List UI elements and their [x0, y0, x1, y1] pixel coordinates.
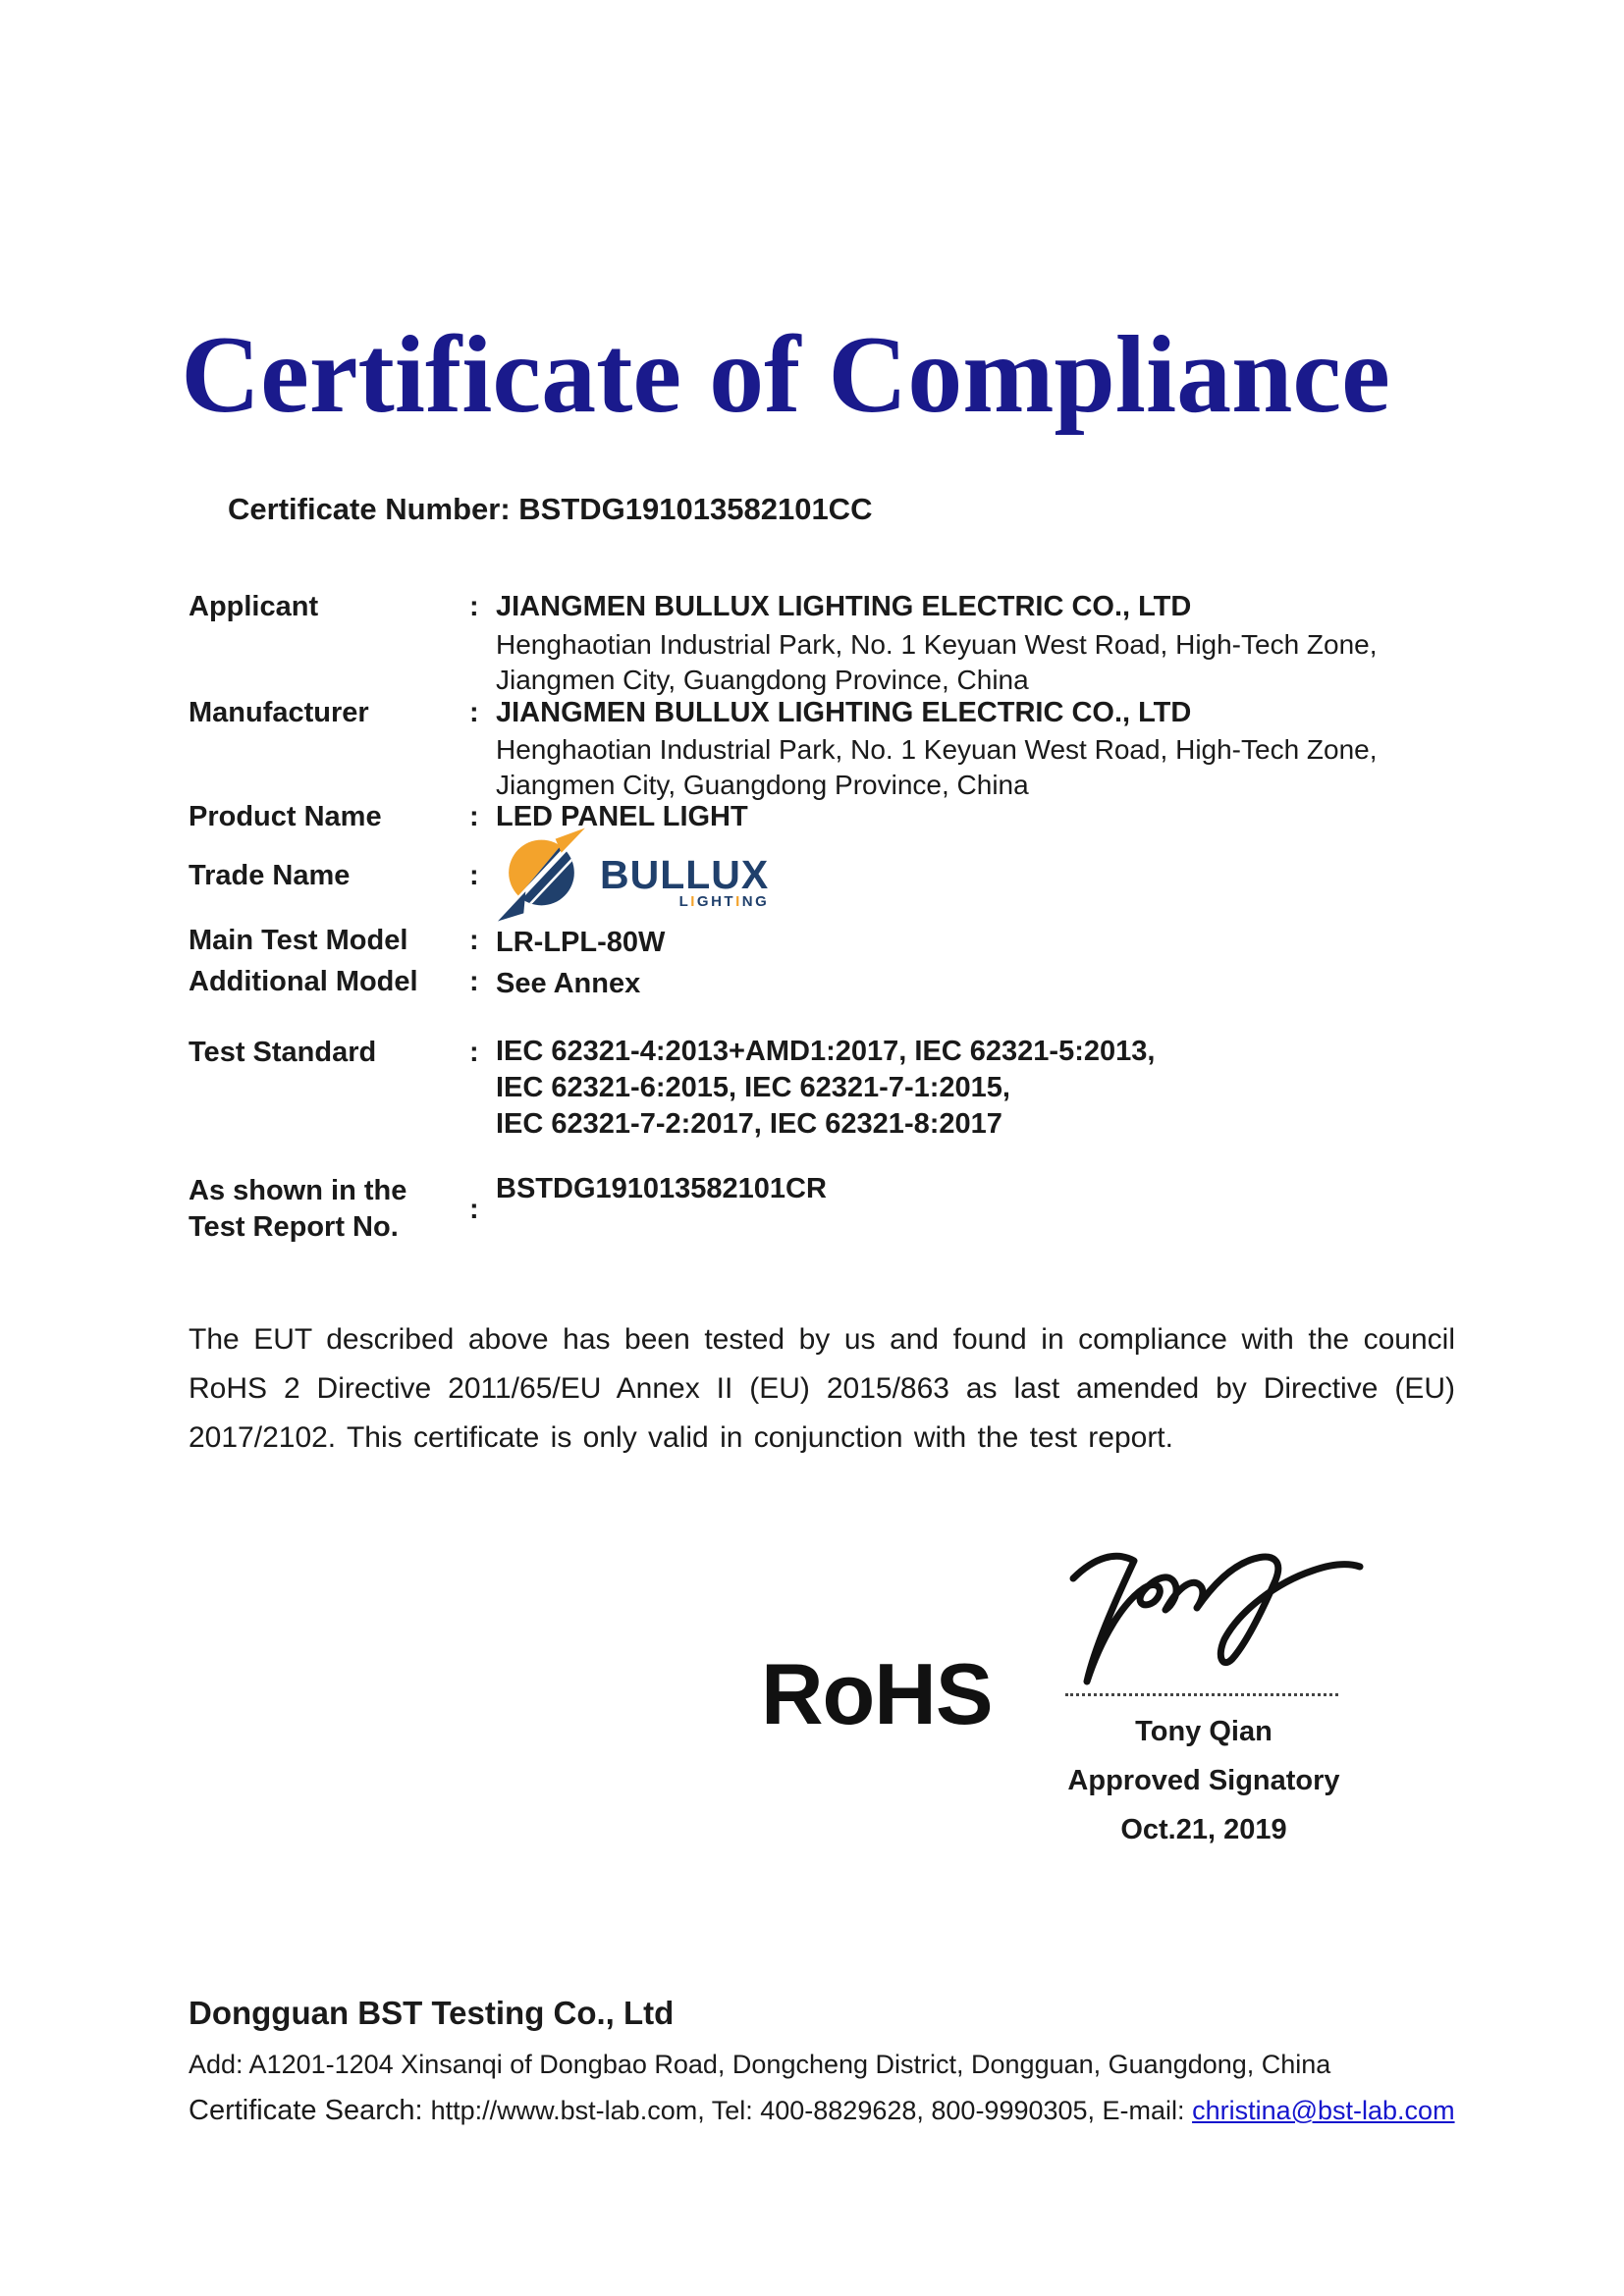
manufacturer-label: Manufacturer: [189, 697, 369, 728]
applicant-address-line1: Henghaotian Industrial Park, No. 1 Keyuan West Road, High-Tech Zone,: [496, 629, 1378, 660]
additional-model-colon: :: [469, 966, 479, 997]
applicant-label: Applicant: [189, 591, 319, 622]
test-standard-value: [496, 1034, 1155, 1143]
contact-email-link[interactable]: christina@bst-lab.com: [1192, 2096, 1455, 2125]
lab-company-name: Dongguan BST Testing Co., Ltd: [189, 1995, 675, 2031]
signature-date: Oct.21, 2019: [1120, 1814, 1287, 1845]
test-report-value: BSTDG191013582101CR: [496, 1173, 827, 1204]
manufacturer-address-line1: Henghaotian Industrial Park, No. 1 Keyuan West Road, High-Tech Zone,: [496, 734, 1378, 765]
main-test-model-label: Main Test Model: [189, 925, 408, 956]
page-title: Certificate of Compliance: [181, 314, 1390, 436]
product-name-colon: :: [469, 801, 479, 832]
certificate-search-body: http://www.bst-lab.com, Tel: 400-8829628, 800-9990305, E-mail:: [430, 2096, 1193, 2125]
brand-name: BULLUX: [600, 852, 770, 897]
trade-name-label: Trade Name: [189, 860, 351, 891]
test-standard-label: Test Standard: [189, 1037, 377, 1068]
compliance-statement: The EUT described above has been tested by us and found in compliance with the council RoHS 2 Directive 2011/65/EU Annex II (EU) 2015/863 as last amended by Directive (EU) 2017/2102. This certificate is only valid in conjunction with the test report.: [189, 1323, 1455, 1454]
bullux-wordmark: [600, 826, 769, 910]
additional-model-value: See Annex: [496, 968, 641, 999]
test-standard-line1: IEC 62321-4:2013+AMD1:2017, IEC 62321-5:2013,: [496, 1036, 1156, 1067]
signature-handwriting: [1065, 1549, 1389, 1691]
brand-subtitle: LIGHTING: [678, 893, 770, 910]
applicant-company: JIANGMEN BULLUX LIGHTING ELECTRIC CO., LTD: [496, 591, 1192, 622]
bullux-emblem-icon: [496, 826, 590, 926]
signatory-block: [1039, 1716, 1369, 1863]
certificate-search-label: Certificate Search:: [189, 2095, 431, 2126]
signature-line: [1065, 1674, 1338, 1696]
applicant-address-line2: Jiangmen City, Guangdong Province, China: [496, 665, 1029, 695]
main-test-model-colon: :: [469, 925, 479, 956]
certificate-number-label: Certificate Number:: [228, 492, 519, 526]
certificate-number-value: BSTDG191013582101CC: [518, 492, 873, 526]
certificate-search-line: [189, 2095, 1455, 2127]
test-standard-line2: IEC 62321-6:2015, IEC 62321-7-1:2015,: [496, 1072, 1010, 1103]
manufacturer-address-line2: Jiangmen City, Guangdong Province, China: [496, 770, 1029, 800]
main-test-model-value: LR-LPL-80W: [496, 927, 666, 958]
product-name-label: Product Name: [189, 801, 382, 832]
test-report-label: As shown in the Test Report No.: [189, 1175, 407, 1243]
signatory-name: Tony Qian: [1135, 1716, 1272, 1747]
applicant-colon: :: [469, 591, 479, 622]
additional-model-label: Additional Model: [189, 966, 418, 997]
certificate-number: [228, 492, 872, 527]
trade-name-colon: :: [469, 860, 479, 891]
product-name-value: LED PANEL LIGHT: [496, 801, 748, 832]
bullux-logo: [496, 826, 769, 926]
rohs-mark: RoHS: [761, 1645, 993, 1742]
signatory-role: Approved Signatory: [1067, 1765, 1340, 1796]
lab-address: Add: A1201-1204 Xinsanqi of Dongbao Road, Dongcheng District, Dongguan, Guangdong, China: [189, 2050, 1331, 2079]
test-standard-line3: IEC 62321-7-2:2017, IEC 62321-8:2017: [496, 1108, 1002, 1140]
test-report-colon: :: [469, 1194, 479, 1225]
manufacturer-colon: :: [469, 697, 479, 728]
manufacturer-company: JIANGMEN BULLUX LIGHTING ELECTRIC CO., LTD: [496, 697, 1192, 728]
test-standard-colon: :: [469, 1037, 479, 1068]
